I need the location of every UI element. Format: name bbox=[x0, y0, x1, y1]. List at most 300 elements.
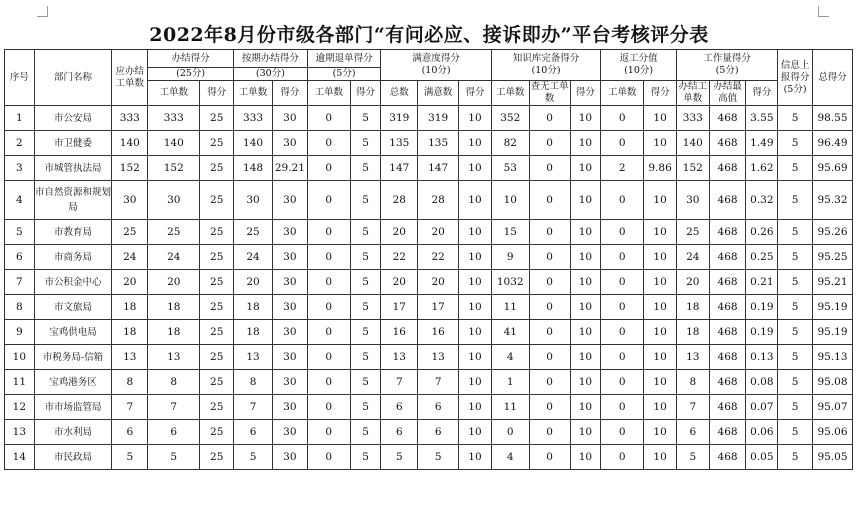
timely-workorders-cell: 148 bbox=[234, 156, 273, 181]
header-overdue-group: 逾期退单得分 bbox=[307, 50, 381, 68]
table-row bbox=[5, 370, 853, 395]
overdue-score-cell: 5 bbox=[350, 445, 381, 470]
return-score-cell: 9.86 bbox=[644, 156, 677, 181]
report-score-cell: 5 bbox=[778, 420, 813, 445]
work-max-done-cell: 468 bbox=[709, 181, 746, 220]
satis-total-cell: 319 bbox=[381, 106, 418, 131]
header-satis-group bbox=[381, 50, 491, 81]
kb-none-cell: 0 bbox=[529, 370, 570, 395]
overdue-workorders-cell: 0 bbox=[307, 131, 350, 156]
satis-satisfied-cell: 6 bbox=[418, 395, 459, 420]
seq-cell: 12 bbox=[5, 395, 35, 420]
dept-cell: 市水利局 bbox=[34, 420, 112, 445]
satis-total-cell: 147 bbox=[381, 156, 418, 181]
overdue-workorders-cell: 0 bbox=[307, 156, 350, 181]
satis-satisfied-cell: 135 bbox=[418, 131, 459, 156]
dept-cell: 市自然资源和规划局 bbox=[34, 181, 112, 220]
report-score-cell: 5 bbox=[778, 395, 813, 420]
done-score-cell: 25 bbox=[200, 131, 234, 156]
satis-satisfied-cell: 17 bbox=[418, 295, 459, 320]
kb-workorders-cell: 0 bbox=[491, 420, 529, 445]
work-done-count-cell: 25 bbox=[676, 220, 709, 245]
work-done-count-cell: 20 bbox=[676, 270, 709, 295]
kb-score-cell: 10 bbox=[570, 370, 601, 395]
report-score-cell: 5 bbox=[778, 245, 813, 270]
satis-total-cell: 17 bbox=[381, 295, 418, 320]
table-row bbox=[5, 106, 853, 131]
work-score-cell: 1.62 bbox=[746, 156, 778, 181]
header-satis-total: 总数 bbox=[381, 81, 418, 106]
satis-total-cell: 135 bbox=[381, 131, 418, 156]
kb-none-cell: 0 bbox=[529, 320, 570, 345]
timely-workorders-cell: 333 bbox=[234, 106, 273, 131]
work-done-count-cell: 6 bbox=[676, 420, 709, 445]
kb-score-cell: 10 bbox=[570, 270, 601, 295]
satis-satisfied-cell: 5 bbox=[418, 445, 459, 470]
return-score-cell: 10 bbox=[644, 245, 677, 270]
seq-cell: 14 bbox=[5, 445, 35, 470]
work-score-cell: 0.06 bbox=[746, 420, 778, 445]
timely-workorders-cell: 13 bbox=[234, 345, 273, 370]
return-score-cell: 10 bbox=[644, 295, 677, 320]
dept-cell: 市公安局 bbox=[34, 106, 112, 131]
overdue-workorders-cell: 0 bbox=[307, 181, 350, 220]
return-workorders-cell: 0 bbox=[601, 181, 644, 220]
overdue-score-cell: 5 bbox=[350, 220, 381, 245]
kb-score-cell: 10 bbox=[570, 220, 601, 245]
dept-cell: 市商务局 bbox=[34, 245, 112, 270]
satis-total-cell: 22 bbox=[381, 245, 418, 270]
header-return-points: (10分) bbox=[624, 65, 654, 76]
kb-workorders-cell: 41 bbox=[491, 320, 529, 345]
header-work-score: 得分 bbox=[746, 81, 778, 106]
return-score-cell: 10 bbox=[644, 420, 677, 445]
seq-cell: 8 bbox=[5, 295, 35, 320]
header-done-workorders: 工单数 bbox=[148, 81, 200, 106]
table-row bbox=[5, 220, 853, 245]
overdue-workorders-cell: 0 bbox=[307, 320, 350, 345]
return-score-cell: 10 bbox=[644, 181, 677, 220]
table-title: 2022年8月份市级各部门“有问必应、接诉即办”平台考核评分表 bbox=[149, 24, 709, 46]
timely-workorders-cell: 25 bbox=[234, 220, 273, 245]
table-row bbox=[5, 445, 853, 470]
kb-workorders-cell: 11 bbox=[491, 395, 529, 420]
pending-cell: 18 bbox=[112, 295, 148, 320]
overdue-score-cell: 5 bbox=[350, 370, 381, 395]
kb-workorders-cell: 10 bbox=[491, 181, 529, 220]
dept-cell: 市公积金中心 bbox=[34, 270, 112, 295]
pending-cell: 20 bbox=[112, 270, 148, 295]
satis-satisfied-cell: 16 bbox=[418, 320, 459, 345]
done-score-cell: 25 bbox=[200, 345, 234, 370]
return-workorders-cell: 0 bbox=[601, 395, 644, 420]
pending-cell: 333 bbox=[112, 106, 148, 131]
header-kb-group bbox=[491, 50, 600, 81]
kb-workorders-cell: 82 bbox=[491, 131, 529, 156]
header-done-points: (25分) bbox=[148, 68, 234, 81]
done-score-cell: 25 bbox=[200, 245, 234, 270]
score-table bbox=[4, 49, 853, 470]
header-kb-title: 知识库完备得分 bbox=[512, 53, 580, 64]
satis-score-cell: 10 bbox=[459, 270, 492, 295]
work-max-done-cell: 468 bbox=[709, 445, 746, 470]
kb-score-cell: 10 bbox=[570, 131, 601, 156]
kb-none-cell: 0 bbox=[529, 445, 570, 470]
overdue-workorders-cell: 0 bbox=[307, 445, 350, 470]
total-score-cell: 95.07 bbox=[812, 395, 852, 420]
table-row bbox=[5, 420, 853, 445]
satis-score-cell: 10 bbox=[459, 156, 492, 181]
kb-none-cell: 0 bbox=[529, 245, 570, 270]
kb-none-cell: 0 bbox=[529, 395, 570, 420]
return-score-cell: 10 bbox=[644, 270, 677, 295]
work-done-count-cell: 140 bbox=[676, 131, 709, 156]
satis-satisfied-cell: 28 bbox=[418, 181, 459, 220]
seq-cell: 7 bbox=[5, 270, 35, 295]
header-dept: 部门名称 bbox=[34, 50, 112, 106]
total-score-cell: 95.19 bbox=[812, 295, 852, 320]
done-score-cell: 25 bbox=[200, 395, 234, 420]
overdue-score-cell: 5 bbox=[350, 181, 381, 220]
kb-workorders-cell: 1 bbox=[491, 370, 529, 395]
seq-cell: 11 bbox=[5, 370, 35, 395]
pending-cell: 30 bbox=[112, 181, 148, 220]
work-score-cell: 0.05 bbox=[746, 445, 778, 470]
dept-cell: 市文旅局 bbox=[34, 295, 112, 320]
satis-satisfied-cell: 22 bbox=[418, 245, 459, 270]
seq-cell: 3 bbox=[5, 156, 35, 181]
work-score-cell: 0.13 bbox=[746, 345, 778, 370]
work-done-count-cell: 5 bbox=[676, 445, 709, 470]
header-return-workorders: 工单数 bbox=[601, 81, 644, 106]
done-score-cell: 25 bbox=[200, 420, 234, 445]
pending-cell: 5 bbox=[112, 445, 148, 470]
return-score-cell: 10 bbox=[644, 131, 677, 156]
report-score-cell: 5 bbox=[778, 131, 813, 156]
table-row bbox=[5, 245, 853, 270]
done-workorders-cell: 333 bbox=[148, 106, 200, 131]
overdue-score-cell: 5 bbox=[350, 345, 381, 370]
dept-cell: 市税务局-信箱 bbox=[34, 345, 112, 370]
done-score-cell: 25 bbox=[200, 156, 234, 181]
header-return-group bbox=[601, 50, 677, 81]
table-row bbox=[5, 131, 853, 156]
done-workorders-cell: 20 bbox=[148, 270, 200, 295]
timely-score-cell: 30 bbox=[272, 295, 307, 320]
satis-total-cell: 6 bbox=[381, 420, 418, 445]
header-overdue-points: (5分) bbox=[307, 68, 381, 81]
work-done-count-cell: 7 bbox=[676, 395, 709, 420]
return-workorders-cell: 0 bbox=[601, 220, 644, 245]
satis-total-cell: 16 bbox=[381, 320, 418, 345]
kb-none-cell: 0 bbox=[529, 270, 570, 295]
dept-cell: 市教育局 bbox=[34, 220, 112, 245]
header-kb-points: (10分) bbox=[531, 65, 561, 76]
seq-cell: 4 bbox=[5, 181, 35, 220]
kb-score-cell: 10 bbox=[570, 245, 601, 270]
work-score-cell: 0.21 bbox=[746, 270, 778, 295]
total-score-cell: 95.69 bbox=[812, 156, 852, 181]
work-max-done-cell: 468 bbox=[709, 131, 746, 156]
table-row bbox=[5, 345, 853, 370]
report-score-cell: 5 bbox=[778, 270, 813, 295]
seq-cell: 1 bbox=[5, 106, 35, 131]
header-return-score: 得分 bbox=[644, 81, 677, 106]
work-max-done-cell: 468 bbox=[709, 245, 746, 270]
dept-cell: 市卫健委 bbox=[34, 131, 112, 156]
overdue-score-cell: 5 bbox=[350, 131, 381, 156]
kb-score-cell: 10 bbox=[570, 320, 601, 345]
overdue-score-cell: 5 bbox=[350, 106, 381, 131]
satis-total-cell: 20 bbox=[381, 220, 418, 245]
kb-score-cell: 10 bbox=[570, 106, 601, 131]
header-work-group bbox=[676, 50, 777, 81]
total-score-cell: 95.08 bbox=[812, 370, 852, 395]
total-score-cell: 95.21 bbox=[812, 270, 852, 295]
report-score-cell: 5 bbox=[778, 295, 813, 320]
total-score-cell: 95.05 bbox=[812, 445, 852, 470]
done-score-cell: 25 bbox=[200, 370, 234, 395]
satis-satisfied-cell: 7 bbox=[418, 370, 459, 395]
dept-cell: 宝鸡供电局 bbox=[34, 320, 112, 345]
kb-workorders-cell: 4 bbox=[491, 445, 529, 470]
return-score-cell: 10 bbox=[644, 445, 677, 470]
kb-none-cell: 0 bbox=[529, 156, 570, 181]
kb-score-cell: 10 bbox=[570, 295, 601, 320]
satis-total-cell: 13 bbox=[381, 345, 418, 370]
timely-workorders-cell: 24 bbox=[234, 245, 273, 270]
total-score-cell: 95.19 bbox=[812, 320, 852, 345]
dept-cell: 市市场监管局 bbox=[34, 395, 112, 420]
work-done-count-cell: 18 bbox=[676, 320, 709, 345]
header-report: 信息上报得分(5分) bbox=[778, 50, 813, 106]
return-workorders-cell: 0 bbox=[601, 295, 644, 320]
overdue-score-cell: 5 bbox=[350, 295, 381, 320]
header-satis-satisfied: 满意数 bbox=[418, 81, 459, 106]
return-workorders-cell: 2 bbox=[601, 156, 644, 181]
total-score-cell: 95.26 bbox=[812, 220, 852, 245]
satis-score-cell: 10 bbox=[459, 181, 492, 220]
kb-score-cell: 10 bbox=[570, 345, 601, 370]
table-row bbox=[5, 295, 853, 320]
total-score-cell: 96.49 bbox=[812, 131, 852, 156]
done-workorders-cell: 13 bbox=[148, 345, 200, 370]
score-table-body bbox=[5, 106, 853, 470]
timely-score-cell: 30 bbox=[272, 181, 307, 220]
header-timely-score: 得分 bbox=[272, 81, 307, 106]
overdue-score-cell: 5 bbox=[350, 156, 381, 181]
overdue-workorders-cell: 0 bbox=[307, 106, 350, 131]
total-score-cell: 95.25 bbox=[812, 245, 852, 270]
work-done-count-cell: 8 bbox=[676, 370, 709, 395]
report-score-cell: 5 bbox=[778, 106, 813, 131]
kb-none-cell: 0 bbox=[529, 345, 570, 370]
return-score-cell: 10 bbox=[644, 320, 677, 345]
satis-satisfied-cell: 20 bbox=[418, 270, 459, 295]
satis-score-cell: 10 bbox=[459, 245, 492, 270]
kb-workorders-cell: 11 bbox=[491, 295, 529, 320]
done-workorders-cell: 30 bbox=[148, 181, 200, 220]
page-corner-mark-right bbox=[818, 6, 829, 17]
done-workorders-cell: 8 bbox=[148, 370, 200, 395]
done-workorders-cell: 7 bbox=[148, 395, 200, 420]
timely-workorders-cell: 30 bbox=[234, 181, 273, 220]
seq-cell: 10 bbox=[5, 345, 35, 370]
satis-total-cell: 6 bbox=[381, 395, 418, 420]
report-score-cell: 5 bbox=[778, 345, 813, 370]
overdue-score-cell: 5 bbox=[350, 320, 381, 345]
header-satis-title: 满意度得分 bbox=[412, 53, 460, 64]
return-workorders-cell: 0 bbox=[601, 320, 644, 345]
satis-satisfied-cell: 20 bbox=[418, 220, 459, 245]
return-workorders-cell: 0 bbox=[601, 370, 644, 395]
page-corner-mark-left bbox=[37, 6, 48, 17]
total-score-cell: 95.06 bbox=[812, 420, 852, 445]
dept-cell: 市民政局 bbox=[34, 445, 112, 470]
timely-score-cell: 30 bbox=[272, 345, 307, 370]
header-done-score: 得分 bbox=[200, 81, 234, 106]
timely-workorders-cell: 18 bbox=[234, 295, 273, 320]
timely-score-cell: 30 bbox=[272, 370, 307, 395]
pending-cell: 6 bbox=[112, 420, 148, 445]
overdue-workorders-cell: 0 bbox=[307, 270, 350, 295]
pending-cell: 140 bbox=[112, 131, 148, 156]
timely-score-cell: 30 bbox=[272, 420, 307, 445]
timely-score-cell: 30 bbox=[272, 395, 307, 420]
kb-none-cell: 0 bbox=[529, 295, 570, 320]
work-score-cell: 3.55 bbox=[746, 106, 778, 131]
return-workorders-cell: 0 bbox=[601, 420, 644, 445]
satis-score-cell: 10 bbox=[459, 220, 492, 245]
total-score-cell: 95.13 bbox=[812, 345, 852, 370]
timely-workorders-cell: 20 bbox=[234, 270, 273, 295]
pending-cell: 25 bbox=[112, 220, 148, 245]
return-workorders-cell: 0 bbox=[601, 131, 644, 156]
return-workorders-cell: 0 bbox=[601, 270, 644, 295]
return-workorders-cell: 0 bbox=[601, 245, 644, 270]
header-overdue-score: 得分 bbox=[350, 81, 381, 106]
table-row bbox=[5, 156, 853, 181]
header-satis-score: 得分 bbox=[459, 81, 492, 106]
timely-score-cell: 30 bbox=[272, 245, 307, 270]
timely-workorders-cell: 8 bbox=[234, 370, 273, 395]
report-score-cell: 5 bbox=[778, 220, 813, 245]
done-score-cell: 25 bbox=[200, 270, 234, 295]
work-score-cell: 0.26 bbox=[746, 220, 778, 245]
table-row bbox=[5, 270, 853, 295]
kb-none-cell: 0 bbox=[529, 181, 570, 220]
done-score-cell: 25 bbox=[200, 295, 234, 320]
report-score-cell: 5 bbox=[778, 181, 813, 220]
work-score-cell: 0.07 bbox=[746, 395, 778, 420]
return-score-cell: 10 bbox=[644, 395, 677, 420]
seq-cell: 13 bbox=[5, 420, 35, 445]
satis-satisfied-cell: 6 bbox=[418, 420, 459, 445]
pending-cell: 152 bbox=[112, 156, 148, 181]
kb-none-cell: 0 bbox=[529, 106, 570, 131]
done-workorders-cell: 6 bbox=[148, 420, 200, 445]
return-score-cell: 10 bbox=[644, 106, 677, 131]
work-max-done-cell: 468 bbox=[709, 270, 746, 295]
header-kb-score: 得分 bbox=[570, 81, 601, 106]
report-score-cell: 5 bbox=[778, 445, 813, 470]
header-work-points: (5分) bbox=[715, 65, 739, 76]
work-max-done-cell: 468 bbox=[709, 395, 746, 420]
satis-total-cell: 7 bbox=[381, 370, 418, 395]
work-done-count-cell: 24 bbox=[676, 245, 709, 270]
satis-satisfied-cell: 13 bbox=[418, 345, 459, 370]
kb-none-cell: 0 bbox=[529, 420, 570, 445]
overdue-workorders-cell: 0 bbox=[307, 370, 350, 395]
dept-cell: 宝鸡港务区 bbox=[34, 370, 112, 395]
work-score-cell: 0.25 bbox=[746, 245, 778, 270]
done-workorders-cell: 140 bbox=[148, 131, 200, 156]
work-done-count-cell: 13 bbox=[676, 345, 709, 370]
overdue-score-cell: 5 bbox=[350, 245, 381, 270]
satis-score-cell: 10 bbox=[459, 420, 492, 445]
pending-cell: 7 bbox=[112, 395, 148, 420]
overdue-score-cell: 5 bbox=[350, 395, 381, 420]
table-row bbox=[5, 320, 853, 345]
work-max-done-cell: 468 bbox=[709, 420, 746, 445]
header-kb-none: 查无工单数 bbox=[530, 81, 569, 104]
report-score-cell: 5 bbox=[778, 156, 813, 181]
work-score-cell: 1.49 bbox=[746, 131, 778, 156]
overdue-workorders-cell: 0 bbox=[307, 395, 350, 420]
timely-score-cell: 30 bbox=[272, 270, 307, 295]
timely-score-cell: 29.21 bbox=[272, 156, 307, 181]
satis-total-cell: 28 bbox=[381, 181, 418, 220]
kb-workorders-cell: 4 bbox=[491, 345, 529, 370]
work-max-done-cell: 468 bbox=[709, 345, 746, 370]
seq-cell: 2 bbox=[5, 131, 35, 156]
timely-score-cell: 30 bbox=[272, 220, 307, 245]
pending-cell: 8 bbox=[112, 370, 148, 395]
done-score-cell: 25 bbox=[200, 106, 234, 131]
work-max-done-cell: 468 bbox=[709, 156, 746, 181]
kb-workorders-cell: 1032 bbox=[491, 270, 529, 295]
timely-workorders-cell: 18 bbox=[234, 320, 273, 345]
report-score-cell: 5 bbox=[778, 320, 813, 345]
satis-satisfied-cell: 147 bbox=[418, 156, 459, 181]
return-workorders-cell: 0 bbox=[601, 106, 644, 131]
satis-total-cell: 20 bbox=[381, 270, 418, 295]
satis-score-cell: 10 bbox=[459, 320, 492, 345]
header-timely-group: 按期办结得分 bbox=[234, 50, 308, 68]
timely-score-cell: 30 bbox=[272, 106, 307, 131]
satis-score-cell: 10 bbox=[459, 345, 492, 370]
kb-score-cell: 10 bbox=[570, 156, 601, 181]
timely-score-cell: 30 bbox=[272, 320, 307, 345]
header-done-group: 办结得分 bbox=[148, 50, 234, 68]
satis-satisfied-cell: 319 bbox=[418, 106, 459, 131]
work-score-cell: 0.19 bbox=[746, 295, 778, 320]
satis-score-cell: 10 bbox=[459, 370, 492, 395]
satis-score-cell: 10 bbox=[459, 395, 492, 420]
timely-score-cell: 30 bbox=[272, 445, 307, 470]
kb-workorders-cell: 9 bbox=[491, 245, 529, 270]
return-workorders-cell: 0 bbox=[601, 345, 644, 370]
done-score-cell: 25 bbox=[200, 220, 234, 245]
satis-score-cell: 10 bbox=[459, 445, 492, 470]
work-score-cell: 0.19 bbox=[746, 320, 778, 345]
work-max-done-cell: 468 bbox=[709, 320, 746, 345]
work-done-count-cell: 152 bbox=[676, 156, 709, 181]
work-max-done-cell: 468 bbox=[709, 370, 746, 395]
work-done-count-cell: 30 bbox=[676, 181, 709, 220]
overdue-workorders-cell: 0 bbox=[307, 295, 350, 320]
done-workorders-cell: 18 bbox=[148, 295, 200, 320]
